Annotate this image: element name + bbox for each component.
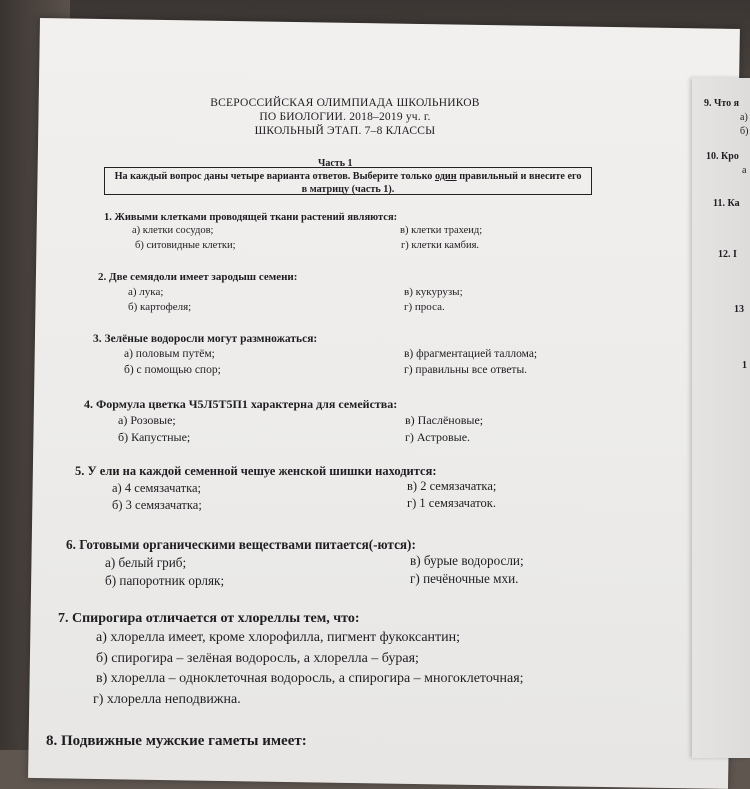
question-1: 1. Живыми клетками проводящей ткани растений являются: xyxy=(104,212,398,223)
q3-option-a: а) половым путём; xyxy=(124,348,215,360)
q6-option-c: в) бурые водоросли; xyxy=(410,553,524,568)
header-line-1: ВСЕРОССИЙСКАЯ ОЛИМПИАДА ШКОЛЬНИКОВ xyxy=(210,97,480,109)
q6-option-d: г) печёночные мхи. xyxy=(410,571,519,586)
instruction-underlined: один xyxy=(434,171,457,182)
q1-option-b: б) ситовидные клетки; xyxy=(135,240,236,251)
q1-option-d: г) клетки камбия. xyxy=(401,240,480,251)
q4-option-c: в) Паслёновые; xyxy=(405,413,484,427)
question-6: 6. Готовыми органическими веществами питается(-ются): xyxy=(66,537,416,552)
right-q11: 11. Ка xyxy=(713,198,740,209)
instruction-post: правильный и внесите его в матрицу (часть 1). xyxy=(301,171,582,195)
q1-option-c: в) клетки трахеид; xyxy=(400,225,483,236)
instruction-box xyxy=(104,167,592,195)
q5-option-b: б) 3 семязачатка; xyxy=(112,498,202,512)
q5-option-d: г) 1 семязачаток. xyxy=(407,496,496,510)
q7-option-b: б) спирогира – зелёная водоросль, а хлорелла – бурая; xyxy=(96,651,419,666)
q7-option-c: в) хлорелла – одноклеточная водоросль, а спирогира – многоклеточная; xyxy=(96,671,524,686)
q4-option-a: а) Розовые; xyxy=(118,413,176,427)
question-2: 2. Две семядоли имеет зародыш семени: xyxy=(98,271,298,283)
q2-option-c: в) кукурузы; xyxy=(404,286,463,298)
q1-option-a: а) клетки сосудов; xyxy=(132,225,214,236)
instruction-pre: На каждый вопрос даны четыре варианта ответов. Выберите только xyxy=(114,171,435,182)
right-q9: 9. Что я xyxy=(704,98,740,109)
question-3: 3. Зелёные водоросли могут размножаться: xyxy=(93,333,318,345)
q4-option-d: г) Астровые. xyxy=(405,430,471,444)
q6-option-b: б) папоротник орляк; xyxy=(105,573,225,588)
header-line-3: ШКОЛЬНЫЙ ЭТАП. 7–8 КЛАССЫ xyxy=(254,125,436,137)
q5-option-c: в) 2 семязачатка; xyxy=(407,479,497,493)
header-line-2: ПО БИОЛОГИИ. 2018–2019 уч. г. xyxy=(259,111,431,123)
q7-option-a: а) хлорелла имеет, кроме хлорофилла, пигмент фукоксантин; xyxy=(96,630,461,645)
right-q14: 1 xyxy=(742,360,747,371)
right-q9-a: а) xyxy=(740,112,748,123)
question-4: 4. Формула цветка Ч5Л5Т5П1 характерна для семейства: xyxy=(84,397,398,411)
q2-option-a: а) лука; xyxy=(128,286,164,298)
question-7: 7. Спирогира отличается от хлореллы тем, что: xyxy=(58,611,360,626)
q3-option-d: г) правильны все ответы. xyxy=(404,364,528,376)
q3-option-c: в) фрагментацией таллома; xyxy=(404,348,538,360)
right-q12: 12. I xyxy=(718,249,737,260)
right-q10: 10. Кро xyxy=(706,151,739,162)
part-label: Часть 1 xyxy=(318,158,353,169)
q5-option-a: а) 4 семязачатка; xyxy=(112,481,201,495)
question-5: 5. У ели на каждой семенной чешуе женской шишки находится: xyxy=(75,464,437,478)
right-q9-b: б) xyxy=(740,126,749,137)
q2-option-d: г) проса. xyxy=(404,301,445,313)
q4-option-b: б) Капустные; xyxy=(118,430,191,444)
right-q13: 13 xyxy=(734,304,744,315)
document-header xyxy=(170,96,520,138)
q2-option-b: б) картофеля; xyxy=(128,301,192,313)
question-8: 8. Подвижные мужские гаметы имеет: xyxy=(46,733,307,749)
right-q10-a: а xyxy=(742,165,747,176)
q3-option-b: б) с помощью спор; xyxy=(124,364,221,376)
q6-option-a: а) белый гриб; xyxy=(105,555,187,570)
q7-option-d: г) хлорелла неподвижна. xyxy=(93,692,241,707)
